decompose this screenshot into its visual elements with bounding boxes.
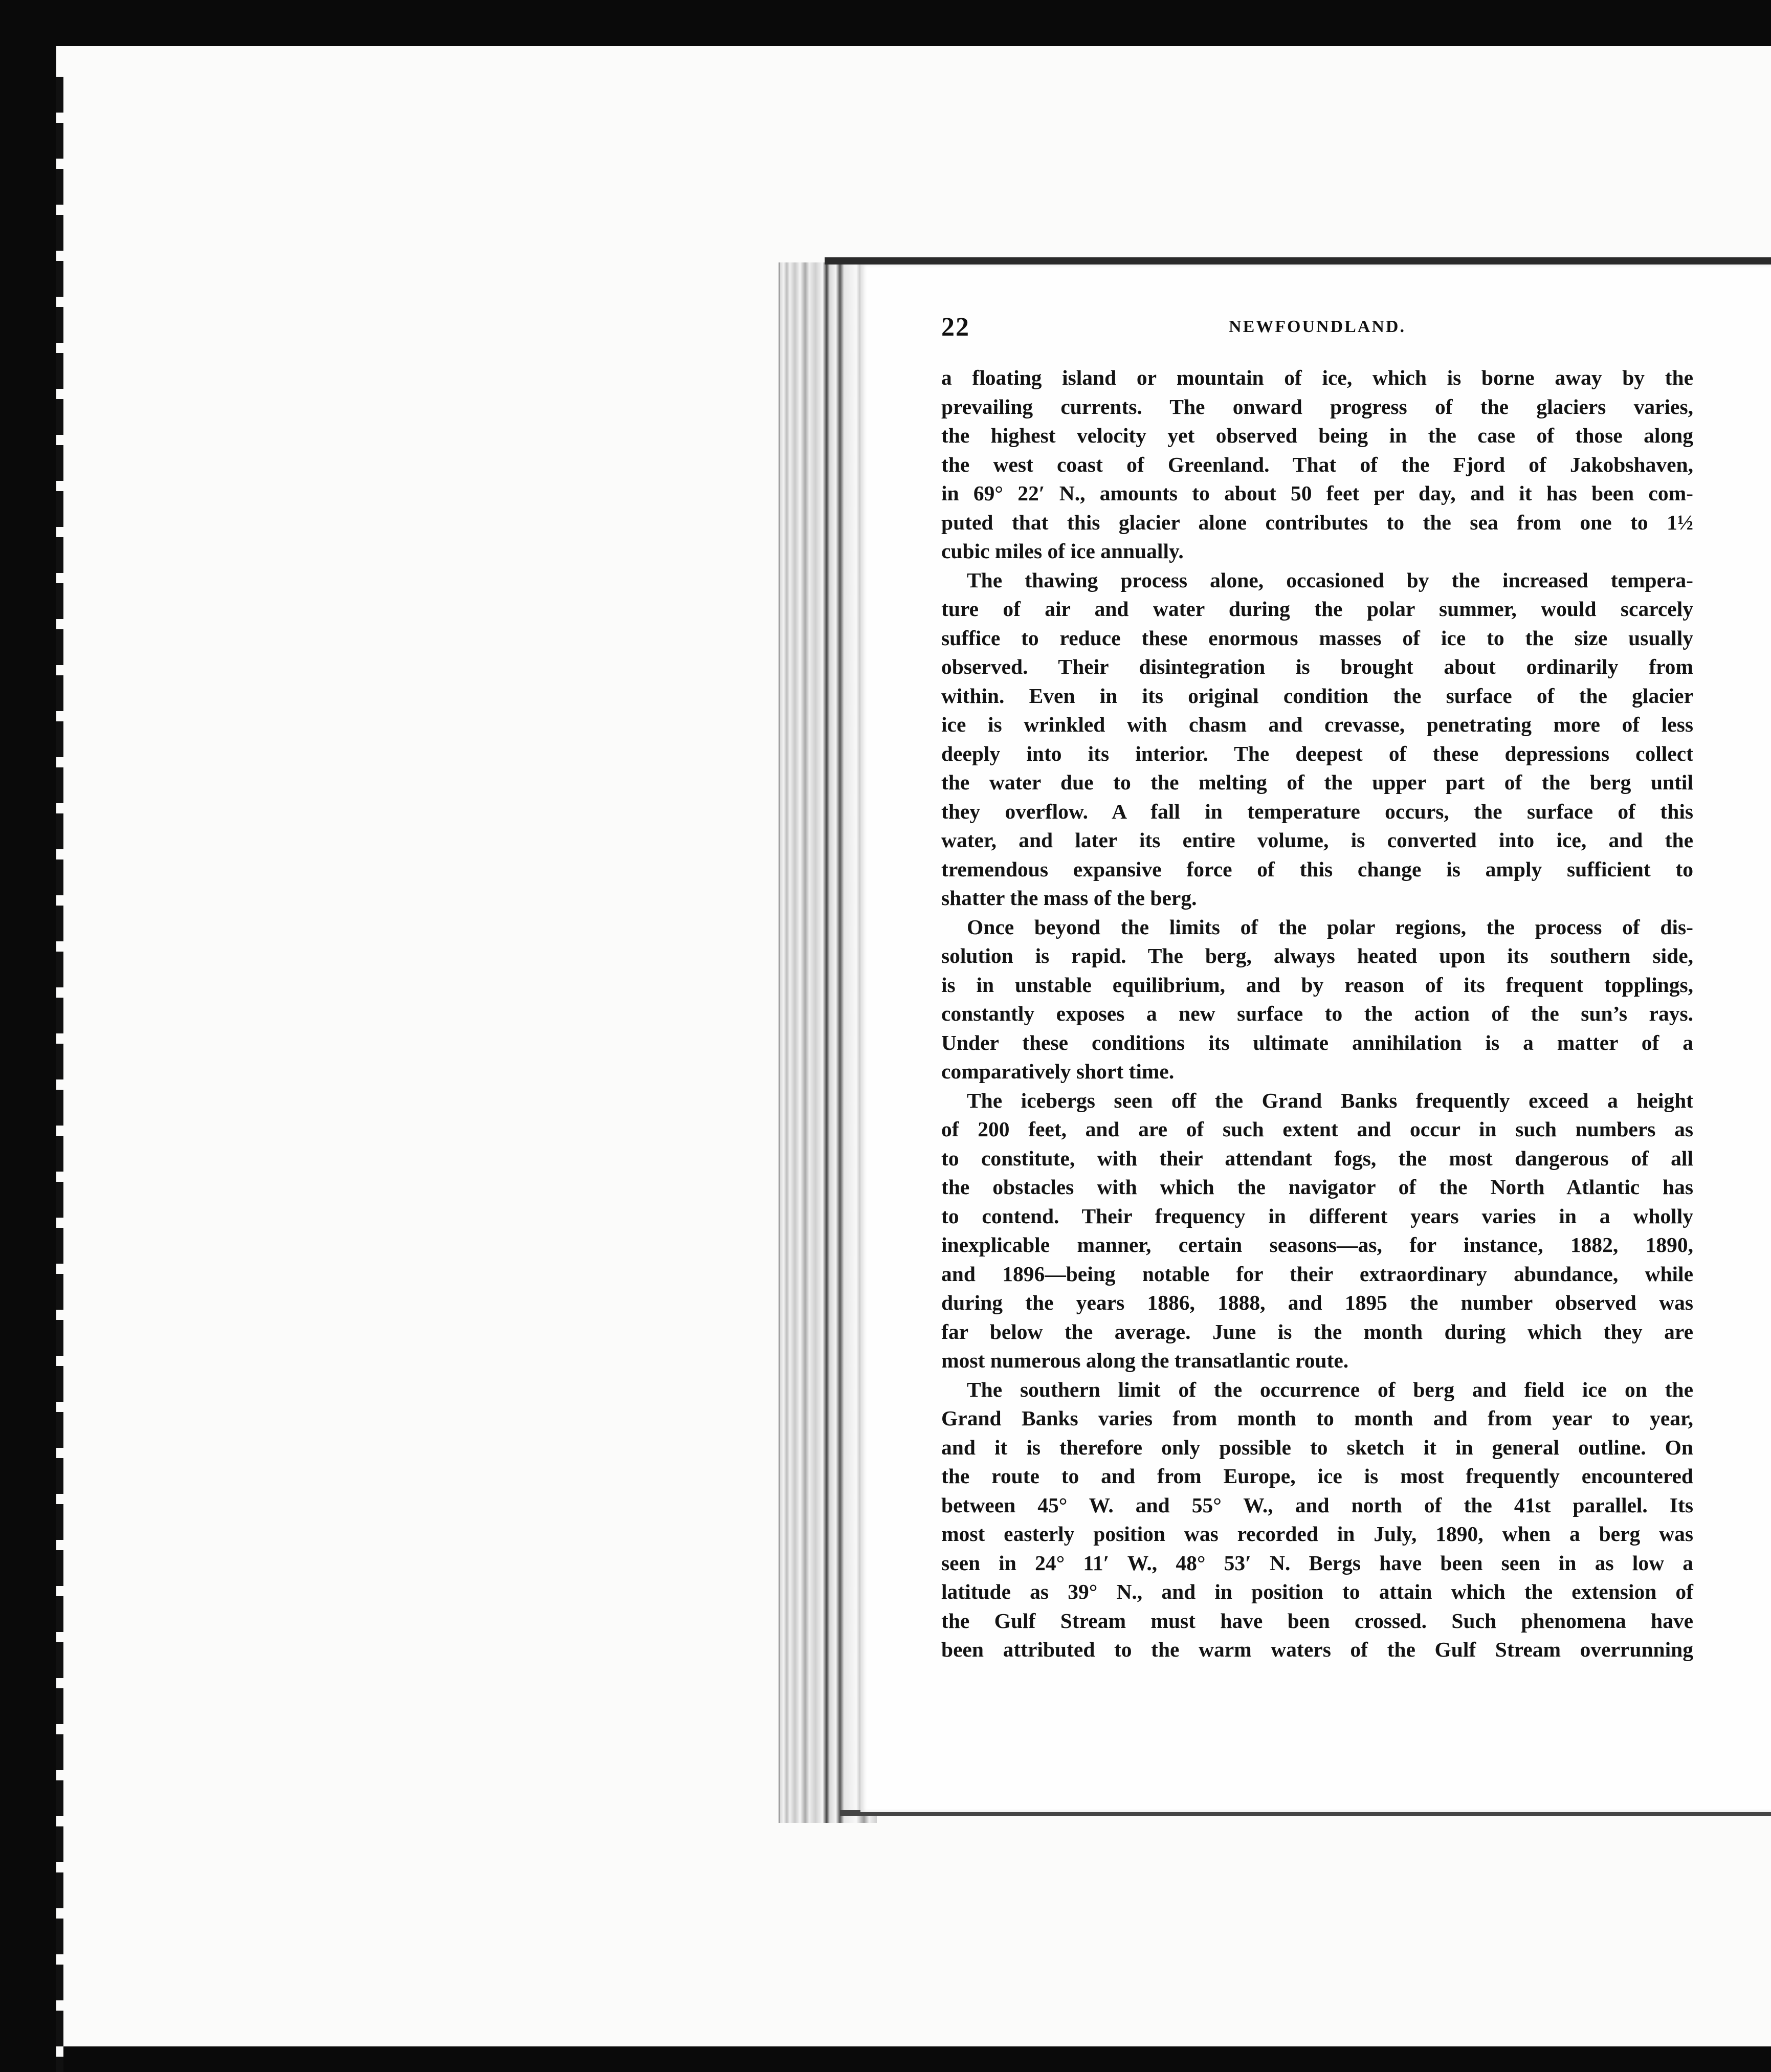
text-line: the obstacles with which the navigator of the North Atlantic has	[941, 1175, 1693, 1199]
text-line: between 45° W. and 55° W., and north of the 41st parallel. Its	[941, 1493, 1693, 1517]
text-line: they overflow. A fall in temperature occurs, the surface of this	[941, 799, 1693, 823]
text-line: The icebergs seen off the Grand Banks frequently exceed a height	[967, 1088, 1693, 1112]
text-line: The thawing process alone, occasioned by the increased tempera-	[967, 568, 1693, 592]
scan-edge-streak	[56, 77, 63, 2072]
running-title: NEWFOUNDLAND.	[1229, 317, 1406, 336]
text-line: most easterly position was recorded in July, 1890, when a berg was	[941, 1522, 1693, 1546]
text-line: The southern limit of the occurrence of berg and field ice on the	[967, 1377, 1693, 1401]
text-line: prevailing currents. The onward progress of the glaciers varies,	[941, 394, 1693, 418]
text-line: the route to and from Europe, ice is most frequently encountered	[941, 1464, 1693, 1488]
text-line: most numerous along the transatlantic route.	[941, 1349, 1349, 1372]
text-line: and 1896—being notable for their extraordinary abundance, while	[941, 1262, 1693, 1286]
text-line: latitude as 39° N., and in position to attain which the extension of	[941, 1580, 1693, 1603]
text-line: Grand Banks varies from month to month and from year to year,	[941, 1406, 1693, 1430]
paragraph	[941, 913, 1693, 1086]
text-line: in 69° 22′ N., amounts to about 50 feet per day, and it has been com-	[941, 481, 1693, 505]
text-line: cubic miles of ice annually.	[941, 539, 1184, 563]
text-line: of 200 feet, and are of such extent and occur in such numbers as	[941, 1117, 1693, 1141]
paragraph	[941, 363, 1693, 566]
page-number: 22	[941, 313, 970, 342]
text-line: Once beyond the limits of the polar regions, the process of dis-	[967, 915, 1693, 939]
text-line: solution is rapid. The berg, always heated upon its southern side,	[941, 944, 1693, 967]
text-line: the Gulf Stream must have been crossed. Such phenomena have	[941, 1608, 1693, 1633]
text-line: to constitute, with their attendant fogs, the most dangerous of all	[941, 1146, 1693, 1170]
text-line: inexplicable manner, certain seasons—as, for instance, 1882, 1890,	[941, 1233, 1693, 1257]
text-line: been attributed to the warm waters of the Gulf Stream overrunning	[941, 1638, 1693, 1661]
text-line: the water due to the melting of the upper part of the berg until	[941, 770, 1693, 794]
paragraph	[941, 1086, 1693, 1375]
text-line: and it is therefore only possible to sketch it in general outline. On	[941, 1435, 1693, 1459]
text-line: the highest velocity yet observed being in the case of those along	[941, 424, 1693, 447]
text-line: far below the average. June is the month during which they are	[941, 1319, 1693, 1343]
text-line: during the years 1886, 1888, and 1895 the number observed was	[941, 1291, 1693, 1314]
text-line: ture of air and water during the polar summer, would scarcely	[941, 597, 1693, 621]
text-line: shatter the mass of the berg.	[941, 886, 1197, 910]
paragraph	[941, 566, 1693, 913]
text-line: to contend. Their frequency in different years varies in a wholly	[941, 1204, 1693, 1228]
paragraph	[941, 1375, 1693, 1664]
text-line: water, and later its entire volume, is converted into ice, and the	[941, 828, 1693, 852]
text-line: the west coast of Greenland. That of the Fjord of Jakobshaven,	[941, 452, 1693, 476]
text-line: is in unstable equilibrium, and by reason of its frequent topplings,	[941, 973, 1693, 997]
text-line: constantly exposes a new surface to the action of the sun’s rays.	[941, 1002, 1693, 1025]
text-line: suffice to reduce these enormous masses of ice to the size usually	[941, 626, 1693, 650]
body-text	[941, 363, 1693, 1664]
text-line: seen in 24° 11′ W., 48° 53′ N. Bergs have been seen in as low a	[941, 1551, 1693, 1575]
book-cover-top-edge	[825, 257, 1771, 264]
text-line: deeply into its interior. The deepest of these depressions collect	[941, 741, 1693, 765]
text-line: within. Even in its original condition the surface of the glacier	[941, 684, 1693, 708]
text-line: comparatively short time.	[941, 1060, 1175, 1083]
text-line: a floating island or mountain of ice, which is borne away by the	[941, 366, 1693, 389]
text-line: observed. Their disintegration is brought about ordinarily from	[941, 655, 1693, 678]
text-line: puted that this glacier alone contributes to the sea from one to 1½	[941, 510, 1693, 534]
text-line: Under these conditions its ultimate annihilation is a matter of a	[941, 1030, 1693, 1054]
text-line: ice is wrinkled with chasm and crevasse, penetrating more of less	[941, 713, 1693, 736]
text-line: tremendous expansive force of this change is amply sufficient to	[941, 857, 1693, 881]
running-head	[941, 312, 1693, 343]
